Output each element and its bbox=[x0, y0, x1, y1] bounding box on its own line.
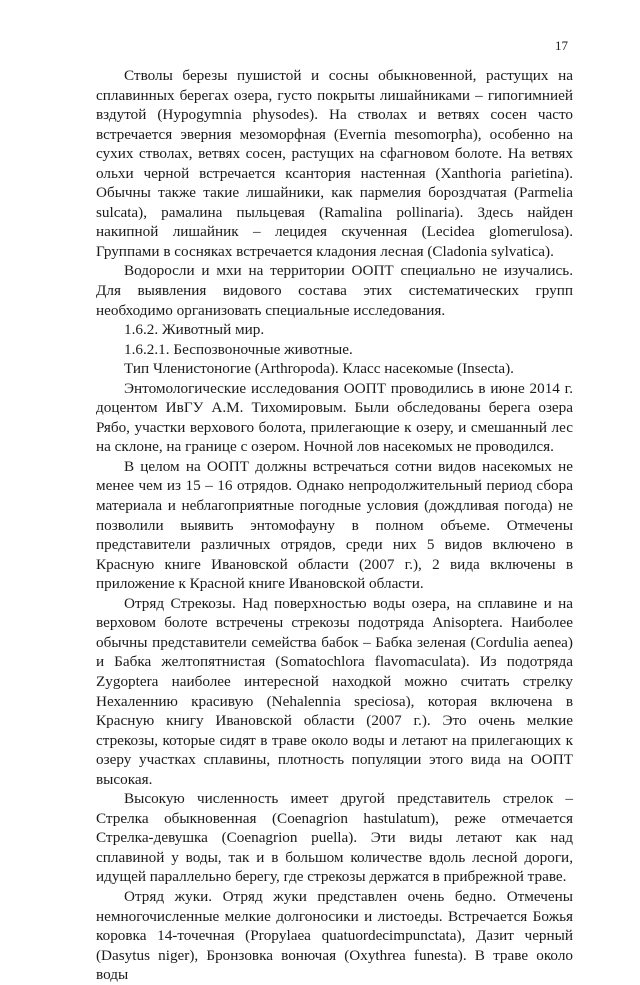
paragraph-lichens: Стволы березы пушистой и сосны обыкновенной, растущих на сплавинных берегах озера, густо покрыты лишайниками – гипогимнией вздутой (Hypogymnia physodes). На стволах и ветвях сосен часто встречается эверния мезоморфная (Evernia mesomorpha), особенно на сухих стволах, ветвях сосен, растущих на сфагновом болоте. На ветвях ольхи черной встречается ксантория настенная (Xanthoria parietina). Обычны также такие лишайники, как пармелия бороздчатая (Parmelia sulcata), рамалина пыльцевая (Ramalina pollinaria). Здесь найден накипной лишайник – лецидея скученная (Lecidea glomerulosa). Группами в сосняках встречается кладония лесная (Cladonia sylvatica). bbox=[96, 67, 573, 260]
page-number: 17 bbox=[555, 38, 568, 53]
paragraph-damselflies: Высокую численность имеет другой представитель стрелок – Стрелка обыкновенная (Coenagrion hastulatum), реже отмечается Стрелка-девушка (Coenagrion puella). Эти виды летают как над сплавиной у воды, так и в большом количестве вдоль лесной дороги, идущей параллельно берегу, где стрекозы держатся в прибрежной траве. bbox=[96, 790, 573, 886]
document-body bbox=[96, 66, 573, 985]
paragraph-insect-overview: В целом на ООПТ должны встречаться сотни видов насекомых не менее чем из 15 – 16 отрядов. Однако непродолжительный период сбора материала и неблагоприятные погодные условия (дождливая погода) не позволили выявить энтомофауну в полном объеме. Отмечены представители различных отрядов, среди них 5 видов включено в Красную книге Ивановской области (2007 г.), 2 вида включены в приложение к Красной книге Ивановской области. bbox=[96, 457, 573, 593]
section-heading-fauna: 1.6.2. Животный мир. bbox=[124, 321, 265, 339]
taxon-heading-arthropoda: Тип Членистоногие (Arthropoda). Класс насекомые (Insecta). bbox=[124, 360, 514, 378]
section-heading-invertebrates: 1.6.2.1. Беспозвоночные животные. bbox=[124, 340, 353, 358]
paragraph-dragonflies: Отряд Стрекозы. Над поверхностью воды озера, на сплавине и на верховом болоте встречены стрекозы подотряда Anisoptera. Наиболее обычны представители семейства бабок – Бабка зеленая (Cordulia aenea) и Бабка желтопятнистая (Somatochlora flavomaculata). Из подотряда Zygoptera наиболее интересной находкой можно считать стрелку Нехаленнию красивую (Nehalennia speciosa), которая включена в Красную книгу Ивановской области (2007 г.). Это очень мелкие стрекозы, которые сидят в траве около воды и летают на прилегающих к озеру участках сплавины, плотность популяции этого вида на ООПТ высокая. bbox=[96, 594, 573, 788]
paragraph-algae-mosses: Водоросли и мхи на территории ООПТ специально не изучались. Для выявления видового состава этих систематических групп необходимо организовать специальные исследования. bbox=[96, 262, 573, 319]
paragraph-entomological-research: Энтомологические исследования ООПТ проводились в июне 2014 г. доцентом ИвГУ А.М. Тихомировым. Были обследованы берега озера Рябо, участки верхового болота, прилегающие к озеру, и смешанный лес на склоне, на границе с озером. Ночной лов насекомых не проводился. bbox=[96, 379, 573, 456]
paragraph-beetles: Отряд жуки. Отряд жуки представлен очень бедно. Отмечены немногочисленные мелкие долгоносики и листоеды. Встречается Божья коровка 14-точечная (Propylaea quatuordecimpunctata), Дазит черный (Dasytus niger), Бронзовка вонючая (Oxythrea funesta). В траве около воды bbox=[96, 887, 573, 984]
